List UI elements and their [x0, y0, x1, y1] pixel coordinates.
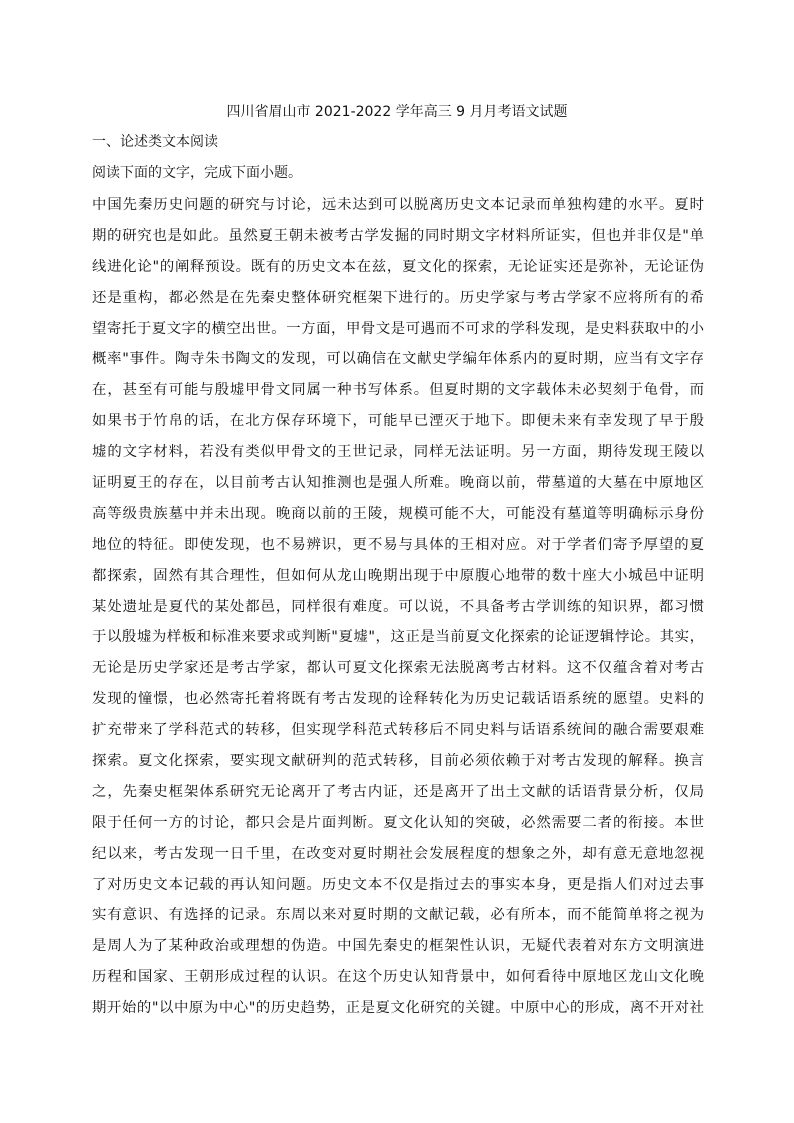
passage-line: 发现的憧憬，也必然寄托着将既有考古发现的诠释转化为历史记载话语系统的愿望。史料的 — [92, 691, 704, 708]
passage-line: 探索。夏文化探索，要实现文献研判的范式转移，目前必须依赖于对考古发现的解释。换言 — [92, 753, 704, 770]
passage-line: 期的研究也是如此。虽然夏王朝未被考古学发掘的同时期文字材料所证实，但也并非仅是"单 — [92, 227, 704, 244]
passage-line: 限于任何一方的讨论，都只会是片面判断。夏文化认知的突破，必然需要二者的衔接。本世 — [92, 814, 704, 831]
passage-line: 在，甚至有可能与殷墟甲骨文同属一种书写体系。但夏时期的文字载体未必契刻于龟骨，而 — [92, 382, 704, 399]
passage-line: 望寄托于夏文字的横空出世。一方面，甲骨文是可遇而不可求的学科发现，是史料获取中的小 — [92, 320, 704, 337]
passage-line: 是周人为了某种政治或理想的伪造。中国先秦史的框架性认识，无疑代表着对东方文明演进 — [92, 938, 704, 955]
passage-line: 于以殷墟为样板和标准来要求或判断"夏墟"，这正是当前夏文化探索的论证逻辑悖论。其实， — [92, 629, 704, 646]
passage-line: 之，先秦史框架体系研究无论离开了考古内证，还是离开了出土文献的话语背景分析，仅局 — [92, 783, 704, 800]
reading-instruction: 阅读下面的文字，完成下面小题。 — [92, 165, 302, 181]
passage-line: 都探索，固然有其合理性，但如何从龙山晚期出现于中原腹心地带的数十座大小城邑中证明 — [92, 567, 704, 584]
passage-line: 扩充带来了学科范式的转移，但实现学科范式转移后不同史料与话语系统间的融合需要艰难 — [92, 722, 704, 739]
passage-line: 历程和国家、王朝形成过程的认识。在这个历史认知背景中，如何看待中原地区龙山文化晚 — [92, 969, 704, 986]
passage-line: 了对历史文本记载的再认知问题。历史文本不仅是指过去的事实本身，更是指人们对过去事 — [92, 876, 704, 893]
passage-line: 证明夏王的存在，以目前考古认知推测也是强人所难。晚商以前，带墓道的大墓在中原地区 — [92, 475, 704, 492]
section-heading: 一、论述类文本阅读 — [92, 134, 218, 150]
passage-line: 墟的文字材料，若没有类似甲骨文的王世记录，同样无法证明。另一方面，期待发现王陵以 — [92, 444, 704, 461]
passage-body — [92, 190, 704, 1024]
passage-line: 概率"事件。陶寺朱书陶文的发现，可以确信在文献史学编年体系内的夏时期，应当有文字存 — [92, 351, 704, 368]
passage-line: 中国先秦历史问题的研究与讨论，远未达到可以脱离历史文本记录而单独构建的水平。夏时 — [92, 197, 704, 213]
passage-line: 期开始的"以中原为中心"的历史趋势，正是夏文化研究的关键。中原中心的形成，离不开对社 — [92, 1000, 704, 1017]
passage-line: 纪以来，考古发现一日千里，在改变对夏时期社会发展程度的想象之外，却有意无意地忽视 — [92, 845, 704, 862]
passage-line: 线进化论"的阐释预设。既有的历史文本在兹，夏文化的探索，无论证实还是弥补，无论证伪 — [92, 258, 704, 275]
document-title: 四川省眉山市 2021-2022 学年高三 9 月月考语文试题 — [226, 104, 568, 120]
passage-line: 实有意识、有选择的记录。东周以来对夏时期的文献记载，必有所本，而不能简单将之视为 — [92, 907, 704, 924]
passage-line: 高等级贵族墓中并未出现。晚商以前的王陵，规模可能不大，可能没有墓道等明确标示身份 — [92, 505, 704, 522]
passage-line: 如果书于竹帛的话，在北方保存环境下，可能早已湮灭于地下。即便未来有幸发现了早于殷 — [92, 413, 704, 430]
passage-line: 无论是历史学家还是考古学家，都认可夏文化探索无法脱离考古材料。这不仅蕴含着对考古 — [92, 660, 704, 677]
passage-line: 地位的特征。即使发现，也不易辨识，更不易与具体的王相对应。对于学者们寄予厚望的夏 — [92, 536, 704, 553]
passage-line: 某处遗址是夏代的某处都邑，同样很有难度。可以说，不具备考古学训练的知识界，都习惯 — [92, 598, 704, 615]
passage-line: 还是重构，都必然是在先秦史整体研究框架下进行的。历史学家与考古学家不应将所有的希 — [92, 289, 704, 306]
